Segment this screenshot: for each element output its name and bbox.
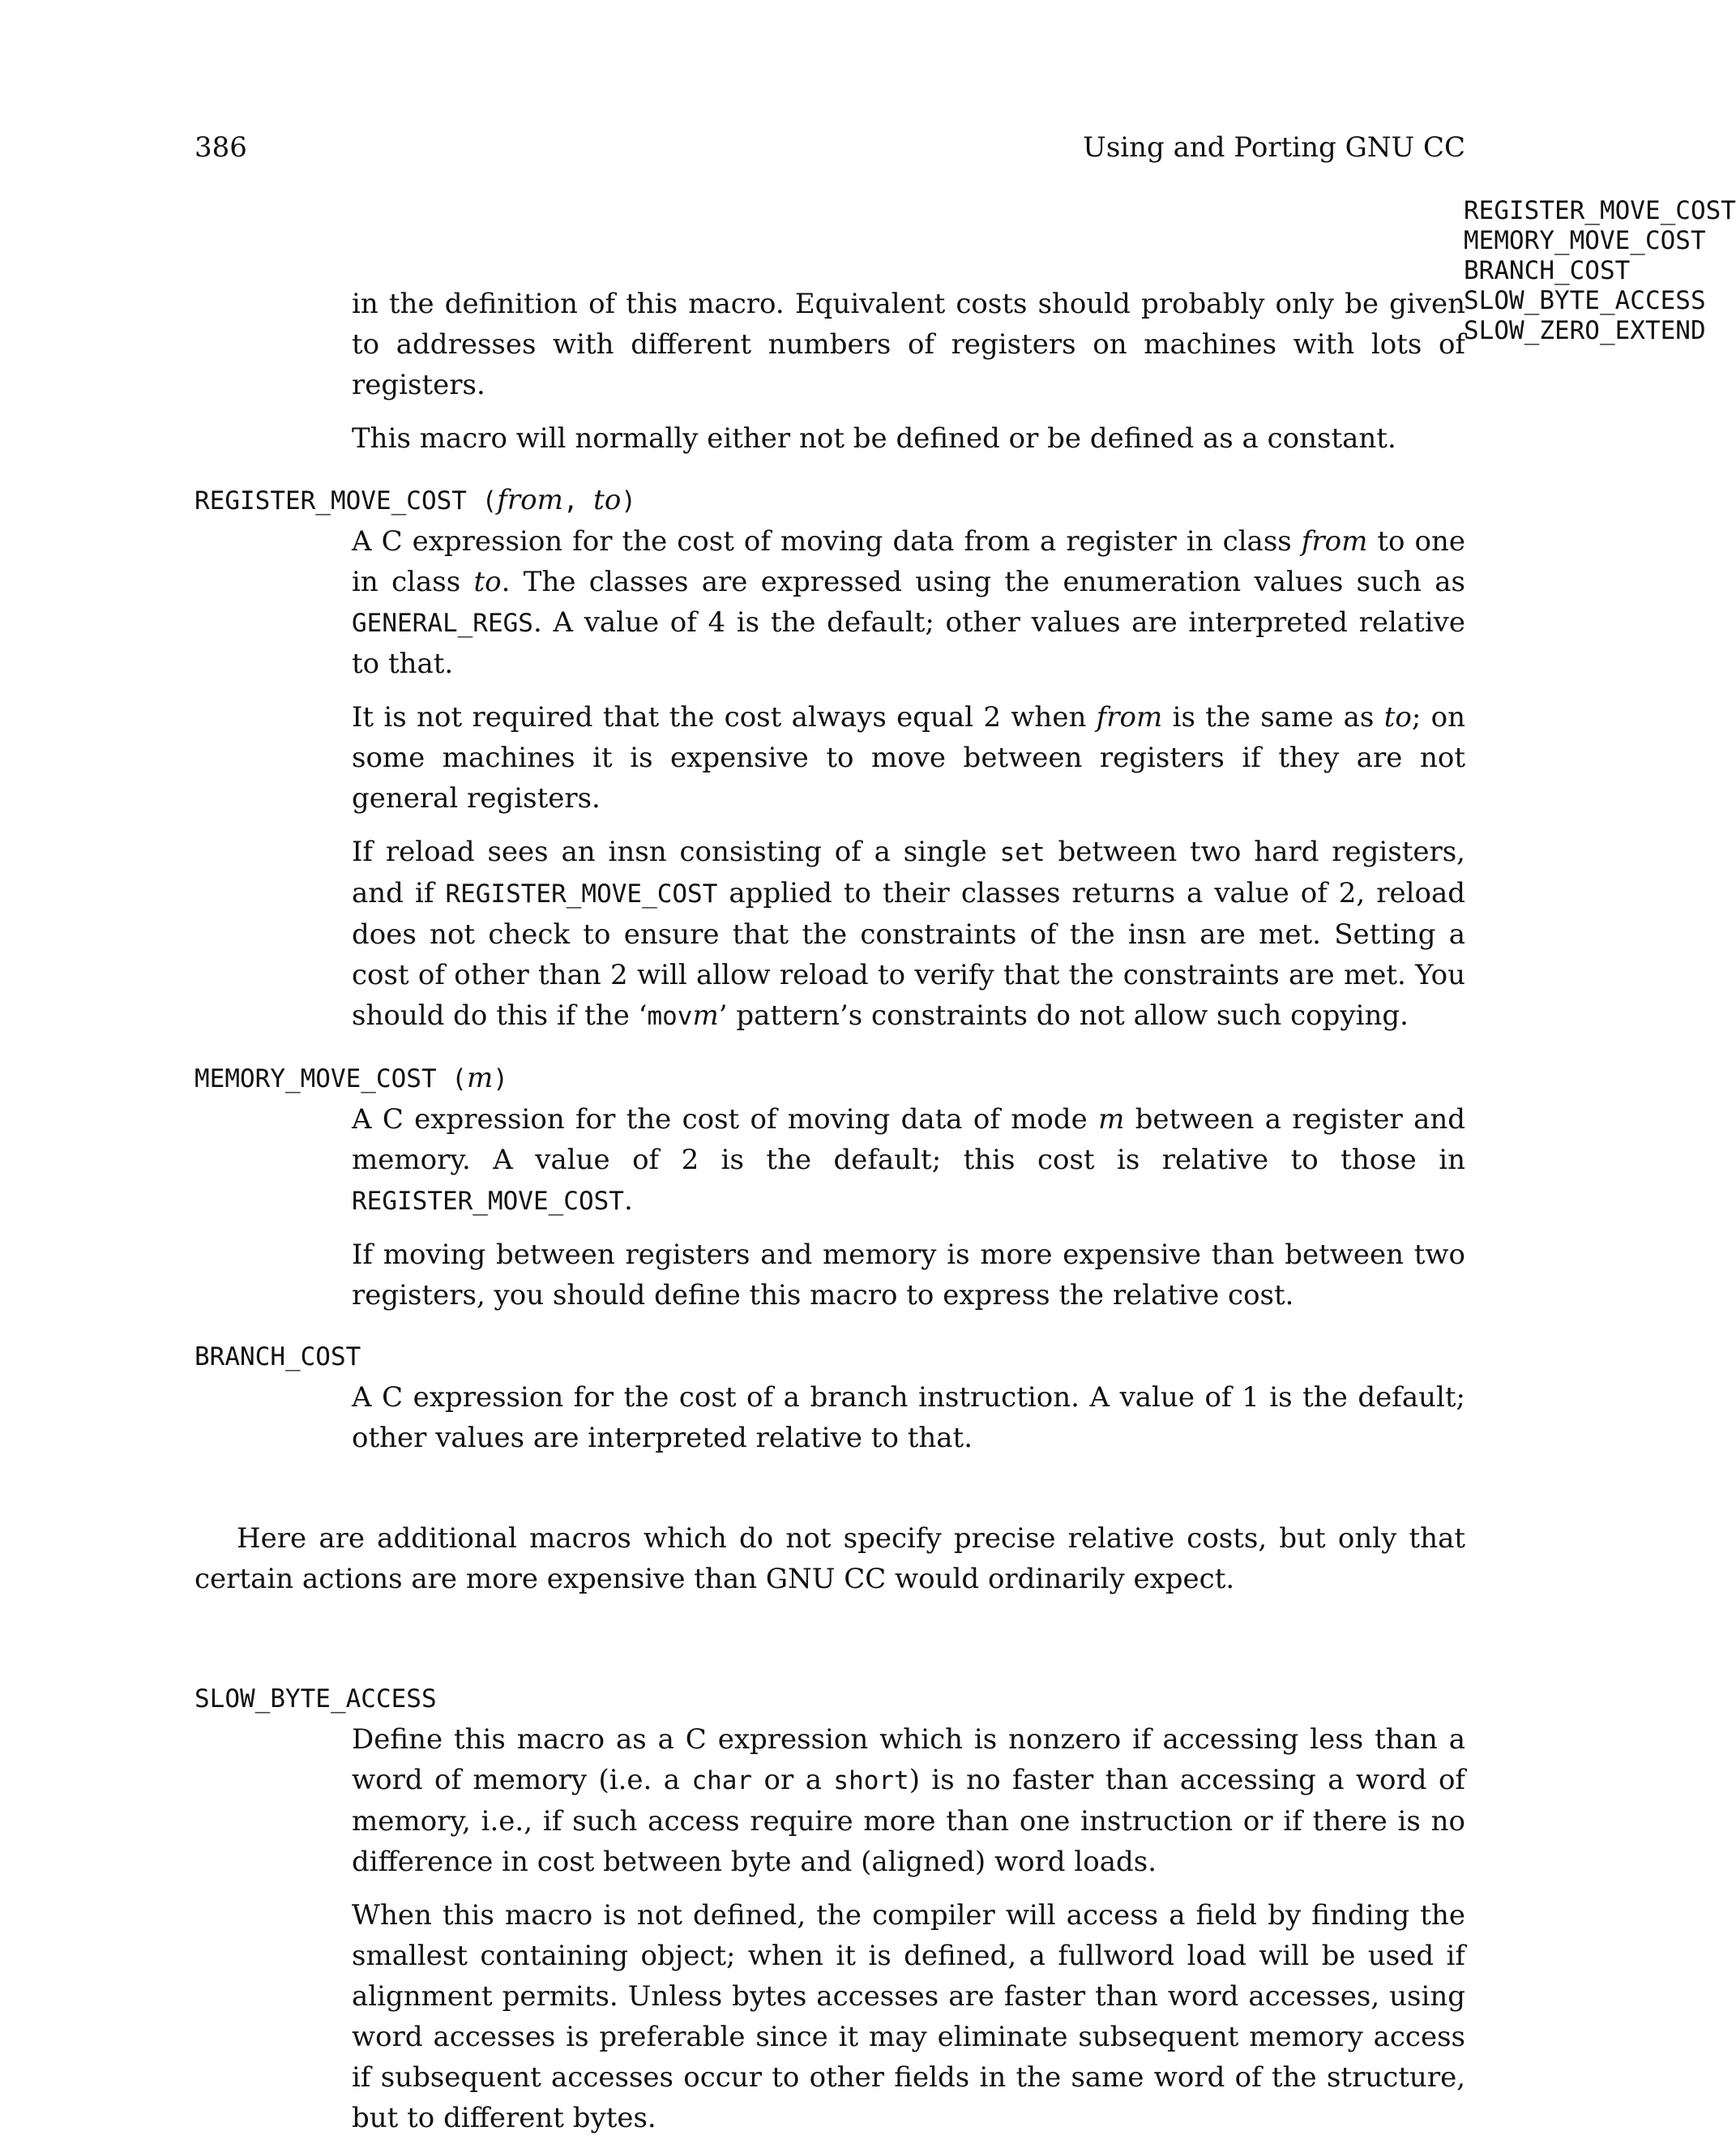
margin-note: MEMORY_MOVE_COST <box>1464 226 1706 255</box>
macro-paragraph <box>352 1719 1465 1882</box>
text: A C expression for the cost of moving data from a register in class <box>352 525 1302 558</box>
macro-register-move-cost <box>195 481 1465 1037</box>
macro-slow-byte-access <box>195 1680 1465 2138</box>
macro-body <box>352 1719 1465 2138</box>
text: ; on some machines it is expensive to move between registers if they are not general registers. <box>352 701 1465 815</box>
margin-note: REGISTER_MOVE_COST <box>1464 196 1736 225</box>
macro-name: BRANCH_COST <box>195 1342 361 1371</box>
inline-code: GENERAL_REGS <box>352 609 533 638</box>
macro-heading <box>195 1680 1465 1718</box>
macro-heading <box>195 481 1465 520</box>
text: is the same as <box>1162 701 1384 734</box>
text: between a register and memory. A value of 2 is the default; this cost is relative to those in <box>352 1103 1465 1176</box>
text: m <box>692 999 719 1032</box>
text: . A value of 4 is the default; other values are interpreted relative to that. <box>352 606 1465 680</box>
text: applied to their classes returns a value of 2, reload does not check to ensure that the constraints of the insn are met. Setting a cost of other than 2 will allow reload to verify that the constraints are met. You should do this if the ‘ <box>352 877 1465 1032</box>
macro-paragraph <box>352 521 1465 684</box>
inline-code: REGISTER_MOVE_COST <box>445 879 718 909</box>
text: to <box>1383 701 1412 734</box>
text: to one in class <box>352 525 1465 598</box>
intro-paragraph: This macro will normally either not be defined or be defined as a constant. <box>352 422 1396 455</box>
inline-code: set <box>999 838 1045 867</box>
margin-note: BRANCH_COST <box>1464 256 1631 285</box>
inline-code: short <box>833 1766 909 1795</box>
macro-name: SLOW_BYTE_ACCESS <box>195 1684 437 1714</box>
macro-paragraph <box>352 697 1465 819</box>
text: A C expression for the cost of moving data of mode <box>352 1103 1099 1136</box>
text: If reload sees an insn consisting of a single <box>352 836 1000 868</box>
text: from <box>1301 525 1368 558</box>
margin-note: SLOW_BYTE_ACCESS <box>1464 286 1706 315</box>
punctuation: , <box>562 486 594 516</box>
page-number: 386 <box>195 131 247 164</box>
text: ) is no faster than accessing a word of memory, i.e., if such access require more than one instruction or if there is no difference in cost between byte and (aligned) word loads. <box>352 1764 1466 1878</box>
punctuation: ) <box>493 1064 508 1093</box>
margin-index <box>1464 196 1736 346</box>
text: or a <box>752 1764 834 1796</box>
inline-code: char <box>691 1766 753 1795</box>
macro-heading <box>195 1338 1465 1376</box>
punctuation: ) <box>621 486 636 516</box>
intro-paragraph: in the definition of this macro. Equivalent costs should probably only be given to addresses with different numbers of registers on machines with lots of registers. <box>352 288 1465 401</box>
punctuation: ( <box>466 486 498 516</box>
text: . <box>623 1184 633 1217</box>
macro-paragraph: If moving between registers and memory is more expensive than between two registers, you should define this macro to express the relative cost. <box>352 1239 1465 1311</box>
macro-arg: to <box>593 484 622 516</box>
text: ’ pattern’s constraints do not allow such copying. <box>718 999 1409 1032</box>
text: . The classes are expressed using the enumeration values such as <box>501 566 1465 598</box>
inline-code: REGISTER_MOVE_COST <box>352 1187 624 1216</box>
intro-block <box>352 284 1465 459</box>
text: It is not required that the cost always equal 2 when <box>352 701 1097 734</box>
macro-body <box>352 1099 1465 1316</box>
margin-note: SLOW_ZERO_EXTEND <box>1464 316 1706 345</box>
macro-memory-move-cost <box>195 1059 1465 1316</box>
macro-arg: m <box>466 1062 494 1094</box>
macro-body <box>352 1377 1465 1458</box>
macro-body <box>352 521 1465 1037</box>
text: from <box>1096 701 1163 734</box>
text: m <box>1098 1103 1125 1136</box>
body-paragraph: Here are additional macros which do not specify precise relative costs, but only that certain actions are more expensive than GNU CC would ordinarily expect. <box>195 1522 1465 1595</box>
inline-code: mov <box>647 1002 693 1031</box>
macro-paragraph <box>352 832 1465 1037</box>
main-content <box>195 284 1465 2138</box>
macro-paragraph: A C expression for the cost of a branch instruction. A value of 1 is the default; other values are interpreted relative to that. <box>352 1381 1465 1454</box>
macro-paragraph: When this macro is not defined, the compiler will access a field by finding the smallest containing object; when it is defined, a fullword load will be used if alignment permits. Unless bytes accesses are faster than word accesses, using word accesses is preferable since it may eliminate subsequent memory access if subsequent accesses occur to other fields in the same word of the structure, but to different bytes. <box>352 1899 1465 2134</box>
running-head: Using and Porting GNU CC <box>1083 131 1465 164</box>
macro-name: REGISTER_MOVE_COST <box>195 486 467 516</box>
macro-arg: from <box>497 484 563 516</box>
text: between two hard registers, and if <box>352 836 1465 909</box>
macro-branch-cost <box>195 1338 1465 1458</box>
macro-heading <box>195 1059 1465 1098</box>
macro-paragraph <box>352 1099 1465 1222</box>
macro-name: MEMORY_MOVE_COST <box>195 1064 437 1093</box>
text: Define this macro as a C expression which is nonzero if accessing less than a word of memory (i.e. a <box>352 1723 1465 1796</box>
text: to <box>473 566 502 598</box>
punctuation: ( <box>436 1064 467 1093</box>
